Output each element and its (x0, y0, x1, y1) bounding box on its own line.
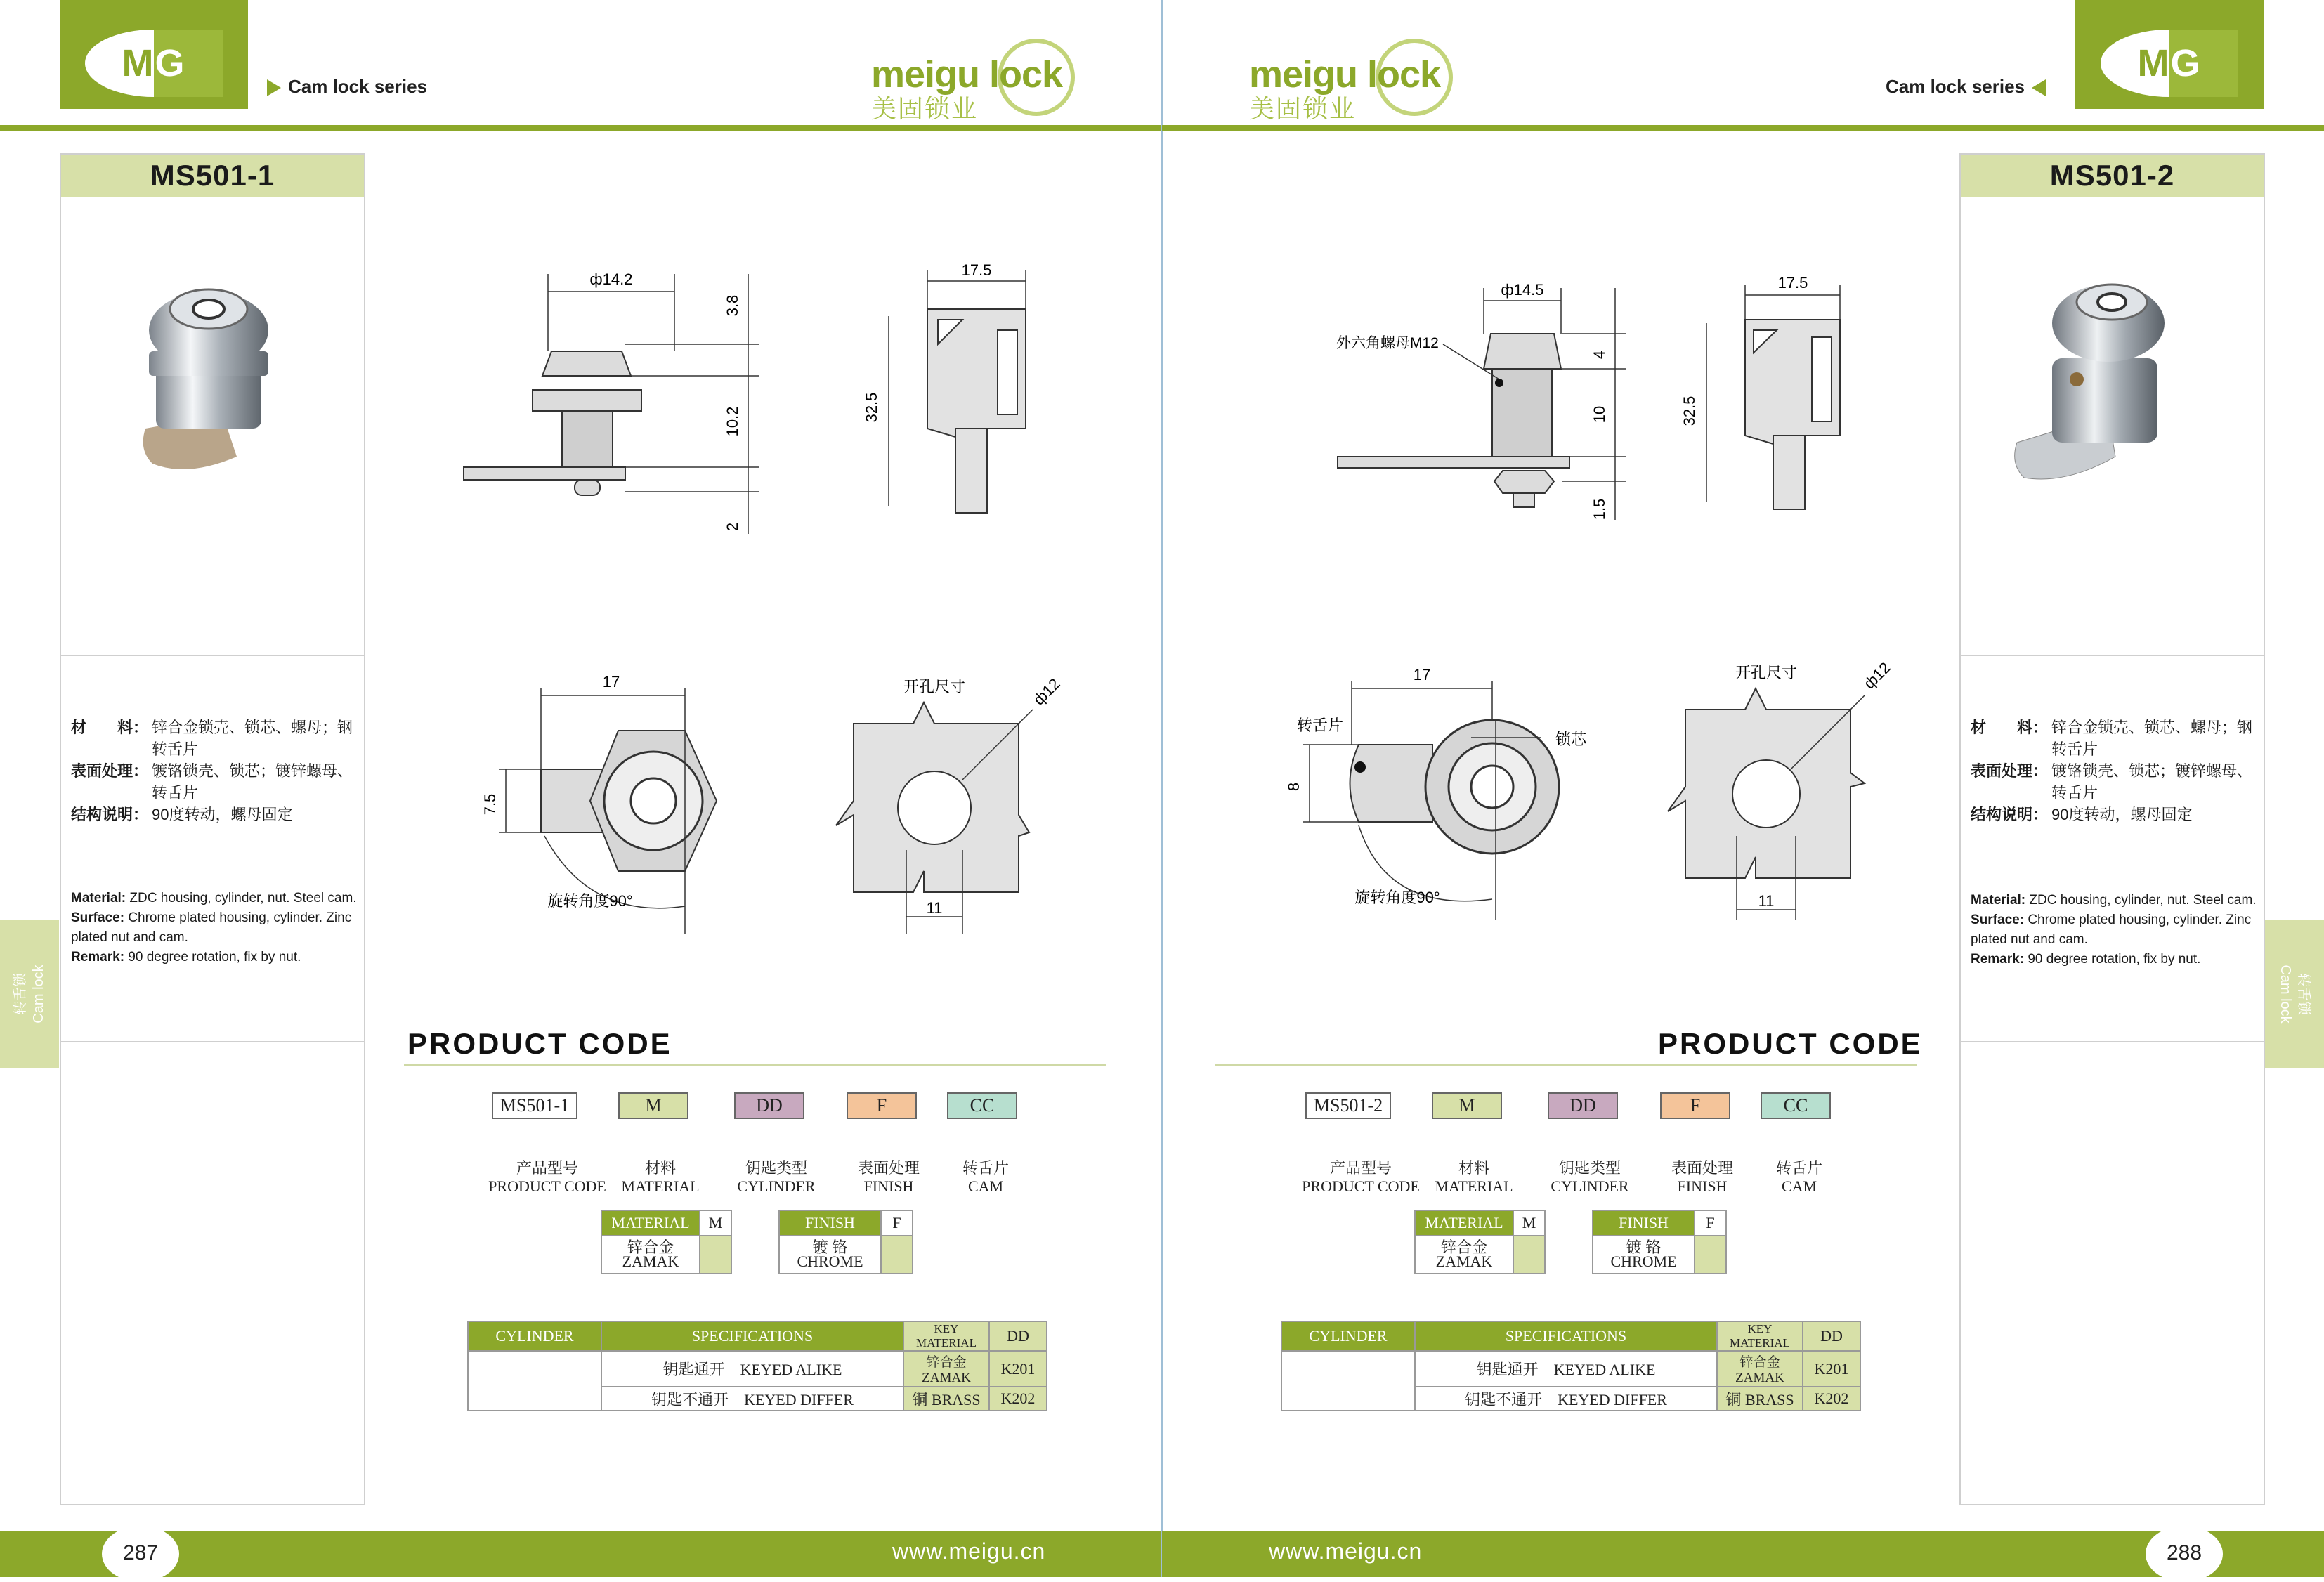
product-photo (2010, 274, 2200, 485)
brand-logo: meigu lock 美固锁业 (871, 39, 1082, 116)
side-tab: 转舌锁 Cam lock (0, 920, 59, 1068)
dim-h3: 1.5 (1591, 498, 1608, 521)
product-code-title: PRODUCT CODE (407, 1027, 672, 1060)
panel-cutout-drawing (829, 674, 1068, 941)
cylinder-table: CYLINDER SPECIFICATIONS KEY MATERIAL DD 钥匙通开 KEYED ALIKE 锌合金ZAMAK K201 钥匙不通开 KEYED DIFFER 铜 BRASS K202 (467, 1321, 1047, 1411)
brand-logo: meigu lock 美固锁业 (1249, 39, 1460, 116)
rotation-label: 旋转角度90° (547, 892, 633, 910)
product-photo (117, 267, 307, 478)
code-cylinder: DD (734, 1092, 804, 1119)
dim-diameter: ф14.2 (589, 270, 633, 288)
dim-key-width: 17.5 (961, 261, 992, 279)
label-material: 材料 MATERIAL (1435, 1159, 1513, 1195)
footer-url[interactable]: www.meigu.cn (1269, 1538, 1423, 1564)
code-cam: CC (947, 1092, 1017, 1119)
code-cam: CC (1761, 1092, 1831, 1119)
finish-table: FINISH F 镀 铬 CHROME (1592, 1210, 1727, 1274)
rotation-view-drawing (1281, 660, 1619, 927)
spec-en: Material: ZDC housing, cylinder, nut. Steel cam. Surface: Chrome plated housing, cylinder. Zinc plated nut and cam. Remark: 90 degree rotation, fix by nut. (71, 891, 357, 965)
label-finish: 表面处理 FINISH (857, 1159, 920, 1195)
mg-logo-icon: MG (2101, 30, 2238, 97)
cutout-label: 开孔尺寸 (903, 678, 966, 695)
finish-table: FINISH F 镀 铬 CHROME (778, 1210, 913, 1274)
label-cam: 转舌片 CAM (962, 1159, 1009, 1195)
label-cylinder: 钥匙类型 CYLINDER (737, 1159, 816, 1195)
code-material: M (618, 1092, 688, 1119)
key-drawing (1675, 267, 1858, 520)
code-model: MS501-2 (1305, 1092, 1391, 1119)
label-material: 材料 MATERIAL (621, 1159, 700, 1195)
cam-label: 转舌片 (1297, 717, 1344, 734)
cylinder-table: CYLINDER SPECIFICATIONS KEY MATERIAL DD 钥匙通开 KEYED ALIKE 锌合金ZAMAK K201 钥匙不通开 KEYED DIFFER 铜 BRASS K202 (1281, 1321, 1861, 1411)
label-cam: 转舌片 CAM (1775, 1159, 1822, 1195)
dim-flat: 11 (926, 899, 943, 917)
dim-cam-width: 17 (1413, 666, 1431, 684)
front-view-drawing (450, 253, 787, 548)
product-code-title: PRODUCT CODE (1658, 1027, 1923, 1060)
dim-hole-diameter: ф12 (1029, 674, 1064, 709)
series-title: Cam lock series (1886, 76, 2053, 98)
dim-h2: 10 (1591, 405, 1608, 424)
label-model: 产品型号 PRODUCT CODE (1302, 1159, 1420, 1195)
rotation-label: 旋转角度90° (1354, 889, 1440, 906)
front-view-drawing (1260, 267, 1654, 534)
code-finish: F (1660, 1092, 1730, 1119)
spec-panel (60, 153, 365, 1505)
left-page (0, 0, 1162, 1577)
core-label: 锁芯 (1555, 731, 1587, 748)
key-drawing (857, 253, 1040, 520)
code-finish: F (847, 1092, 917, 1119)
dim-diameter: ф14.5 (1501, 281, 1544, 299)
dim-key-height: 32.5 (863, 392, 880, 423)
code-model: MS501-1 (492, 1092, 577, 1119)
dim-h3: 2 (724, 522, 741, 532)
dim-flat: 11 (1758, 892, 1775, 910)
spec-cn: 材 料： 锌合金锁壳、锁芯、螺母；钢转舌片 表面处理： 镀铬锁壳、锁芯；镀锌螺母、转舌片 结构说明： 90度转动，螺母固定 (71, 719, 353, 823)
material-table: MATERIAL M 锌合金 ZAMAK (1414, 1210, 1546, 1274)
dim-cam-height: 8 (1285, 782, 1303, 792)
footer-url[interactable]: www.meigu.cn (892, 1538, 1046, 1564)
model-title: MS501-1 (61, 155, 364, 197)
spec-panel (1959, 153, 2265, 1505)
code-material: M (1432, 1092, 1502, 1119)
right-page (1162, 0, 2324, 1577)
material-table: MATERIAL M 锌合金 ZAMAK (601, 1210, 732, 1274)
mg-logo-box (60, 0, 248, 109)
label-model: 产品型号 PRODUCT CODE (488, 1159, 606, 1195)
spec-en: Material: ZDC housing, cylinder, nut. Steel cam. Surface: Chrome plated housing, cylinder. Zinc plated nut and cam. Remark: 90 degree rotation, fix by nut. (1971, 893, 2257, 967)
dim-cam-height: 7.5 (481, 793, 499, 816)
spec-cn: 材 料： 锌合金锁壳、锁芯、螺母；钢转舌片 表面处理： 镀铬锁壳、锁芯；镀锌螺母、转舌片 结构说明： 90度转动，螺母固定 (1971, 719, 2253, 823)
dim-key-height: 32.5 (1680, 396, 1698, 426)
dim-h1: 4 (1591, 350, 1608, 360)
dim-h1: 3.8 (724, 294, 741, 317)
code-cylinder: DD (1548, 1092, 1618, 1119)
nut-label: 外六角螺母M12 (1336, 335, 1439, 351)
side-tab: 转舌锁 Cam lock (2265, 920, 2324, 1068)
page-number: 288 (2146, 1526, 2223, 1582)
model-title: MS501-2 (1961, 155, 2264, 197)
label-cylinder: 钥匙类型 CYLINDER (1551, 1159, 1629, 1195)
label-finish: 表面处理 FINISH (1671, 1159, 1733, 1195)
dim-cam-width: 17 (602, 673, 620, 691)
dim-hole-diameter: ф12 (1860, 658, 1894, 693)
page-number: 287 (102, 1526, 179, 1582)
dim-h2: 10.2 (724, 406, 741, 437)
dim-key-width: 17.5 (1777, 274, 1808, 292)
rotation-view-drawing (481, 667, 822, 934)
cutout-label: 开孔尺寸 (1735, 664, 1798, 681)
series-title: Cam lock series (260, 76, 427, 98)
panel-cutout-drawing (1661, 660, 1900, 927)
mg-logo-icon: MG (85, 30, 223, 97)
mg-logo-box (2075, 0, 2264, 109)
